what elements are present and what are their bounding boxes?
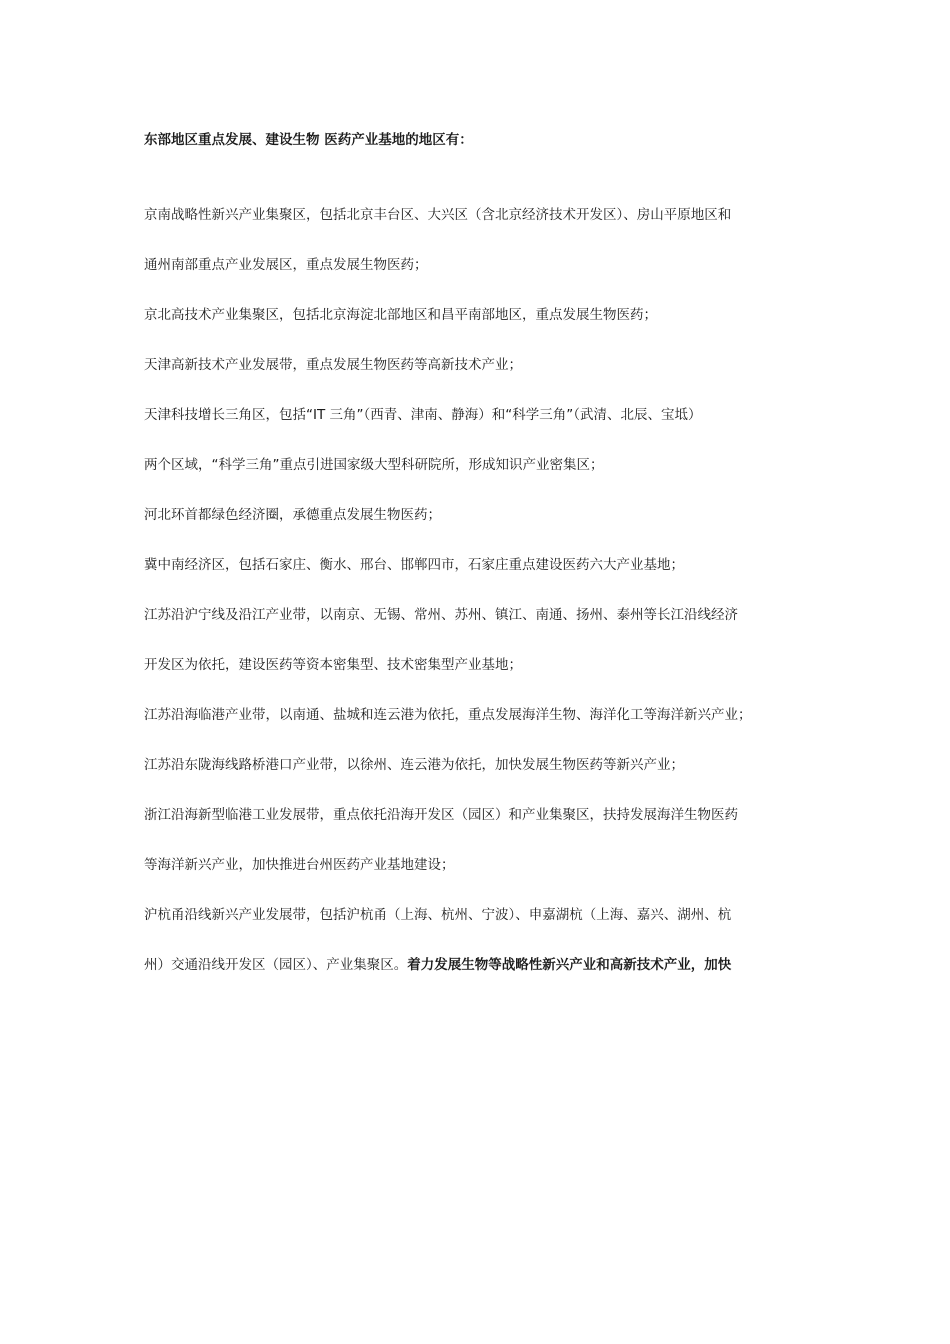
paragraph-line: 京北高技术产业集聚区，包括北京海淀北部地区和昌平南部地区，重点发展生物医药； [144,307,657,323]
paragraph [144,403,812,478]
paragraph [144,603,812,678]
paragraph [144,353,812,378]
paragraph-line: 江苏沿沪宁线及沿江产业带，以南京、无锡、常州、苏州、镇江、南通、扬州、泰州等长江沿线经济 [144,607,738,623]
paragraph [144,753,812,778]
paragraph-line: 通州南部重点产业发展区，重点发展生物医药； [144,257,428,273]
paragraph [144,503,812,528]
paragraph [144,553,812,578]
paragraph-line: 沪杭甬沿线新兴产业发展带，包括沪杭甬（上海、杭州、宁波）、申嘉湖杭（上海、嘉兴、湖州、杭 [144,907,732,923]
document-body [144,128,812,1003]
paragraph-line-bold: 着力发展生物等战略性新兴产业和高新技术产业，加快 [407,957,732,973]
paragraph [144,303,812,328]
paragraph-line: 河北环首都绿色经济圈，承德重点发展生物医药； [144,507,441,523]
paragraph-line: 浙江沿海新型临港工业发展带，重点依托沿海开发区（园区）和产业集聚区，扶持发展海洋生物医药 [144,807,738,823]
paragraph-line: 天津科技增长三角区，包括“IT 三角”（西青、津南、静海）和“科学三角”（武清、北辰、宝坻） [144,407,702,423]
paragraph [144,803,812,878]
paragraph [144,703,812,728]
paragraph-line: 京南战略性新兴产业集聚区，包括北京丰台区、大兴区（含北京经济技术开发区）、房山平原地区和 [144,207,732,223]
paragraph-line: 两个区域，“科学三角”重点引进国家级大型科研院所，形成知识产业密集区； [144,457,604,473]
paragraph [144,903,812,978]
paragraph-line: 冀中南经济区，包括石家庄、衡水、邢台、邯郸四市，石家庄重点建设医药六大产业基地； [144,557,684,573]
paragraph-line-plain: 州）交通沿线开发区（园区）、产业集聚区。 [144,957,408,973]
paragraph-line: 开发区为依托，建设医药等资本密集型、技术密集型产业基地； [144,657,522,673]
paragraph-line: 江苏沿海临港产业带，以南通、盐城和连云港为依托，重点发展海洋生物、海洋化工等海洋新兴产业； [144,707,752,723]
paragraph-line: 江苏沿东陇海线路桥港口产业带，以徐州、连云港为依托，加快发展生物医药等新兴产业； [144,757,684,773]
paragraph-line: 天津高新技术产业发展带，重点发展生物医药等高新技术产业； [144,357,522,373]
document-heading: 东部地区重点发展、建设生物 医药产业基地的地区有： [144,132,473,148]
paragraph [144,203,812,278]
paragraph-line [144,953,812,978]
paragraph-line: 等海洋新兴产业，加快推进台州医药产业基地建设； [144,857,455,873]
